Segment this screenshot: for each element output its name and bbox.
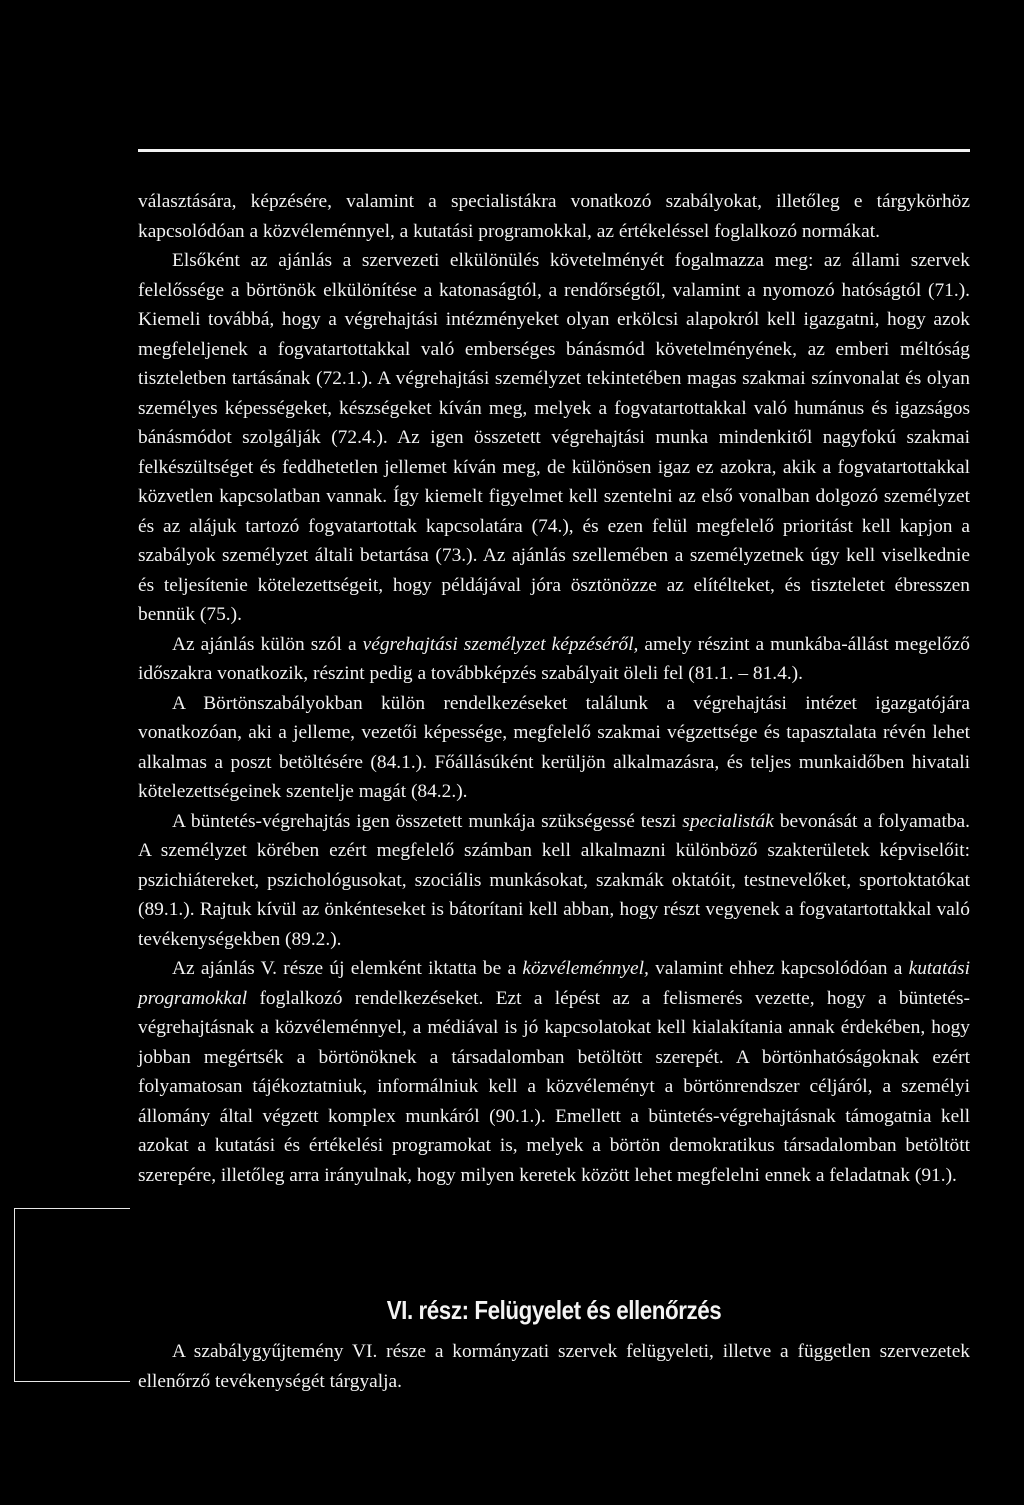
paragraph-6-italic-1: közvéleménnyel, bbox=[522, 958, 649, 979]
paragraph-1: választására, képzésére, valamint a specialistákra vonatkozó szabályokat, illetőleg e tárgykörhöz kapcsolódóan a közvéleménnyel, a kutatási programokkal, az értékeléssel foglalkozó normákat. bbox=[138, 191, 970, 242]
paragraph-3-text-b: amely részint a munkába-állást megelőző időszakra vonatkozik, részint pedig a továbbképzés szabályait öleli fel (81.1. – 81.4.). bbox=[138, 633, 970, 684]
paragraph-2: Elsőként az ajánlás a szervezeti elkülönülés követelményét fogalmazza meg: az állami szervek felelőssége a börtönök elkülönítése a katonaságtól, a rendőrségtől, valamint a nyomozó hatóságtól (71.). Kiemeli továbbá, hogy a végrehajtási intézményeket olyan erkölcsi alapokról kell igazgatni, hogy azok megfeleljenek a fogvatartottakkal való emberséges bánásmód követelményének, az emberi méltóság tiszteletben tartásának (72.1.). A végrehajtási személyzet tekintetében magas szakmai színvonalat és olyan személyes képességeket, készségeket kíván meg, melyek a fogvatartottakkal való humánus és igazságos bánásmódot szolgálják (72.4.). Az igen összetett végrehajtási munka mindenkitől nagyfokú szakmai felkészültséget és feddhetetlen jellemet kíván meg, de különösen igaz ez azokra, akik a fogvatartottakkal közvetlen kapcsolatban vannak. Így kiemelt figyelmet kell szentelni az első vonalban dolgozó személyzet és az alájuk tartozó fogvatartottak kapcsolatára (74.), és ezen felül megfelelő prioritást kell kapjon a szabályok személyzet általi betartása (73.). Az ajánlás szellemében a személyzetnek úgy kell viselkednie és teljesítenie kötelezettségeit, hogy példájával jóra ösztönözze az elítélteket, és tiszteletet ébresszen bennük (75.). bbox=[138, 250, 970, 625]
paragraph-5-text-a: A büntetés-végrehajtás igen összetett munkája szükségessé teszi bbox=[172, 810, 683, 832]
paragraph-6-text-b: valamint ehhez kapcsolódóan a bbox=[648, 958, 909, 979]
paragraph-6 bbox=[138, 954, 970, 1190]
body-text bbox=[138, 187, 970, 1190]
paragraph-3-text-a: Az ajánlás külön szól a bbox=[172, 633, 363, 655]
header-rule bbox=[138, 149, 970, 152]
paragraph-5-italic: specialisták bbox=[682, 810, 774, 832]
section-body bbox=[138, 1337, 970, 1396]
paragraph-4: A Börtönszabályokban külön rendelkezéseket találunk a végrehajtási intézet igazgatójára vonatkozóan, aki a jelleme, vezetői képessége, megfelelő szakmai végzettsége és tapasztalata révén lehet alkalmas a poszt betöltésére (84.1.). Főállásúként kerüljön alkalmazásra, és teljes munkaidőben hivatali kötelezettségeinek szentelje magát (84.2.). bbox=[138, 692, 970, 802]
paragraph-6-text-a: Az ajánlás V. része új elemként iktatta be a bbox=[172, 958, 523, 979]
section-paragraph: A szabálygyűjtemény VI. része a kormányzati szervek felügyeleti, illetve a független szervezetek ellenőrző tevékenységét tárgyalja. bbox=[138, 1341, 970, 1392]
margin-frame bbox=[14, 1208, 130, 1382]
paragraph-6-text-c: foglalkozó rendelkezéseket. Ezt a lépést az a felismerés vezette, hogy a büntetés-végrehajtásnak a közvéleménnyel, a médiával is jó kapcsolatokat kell kialakítania annak érdekében, hogy jobban megértsék a börtönöknek a társadalomban betöltött szerepét. A börtönhatóságoknak ezért folyamatosan tájékoztatniuk, informálniuk kell a közvéleményt a börtönrendszer céljáról, a személyi állomány által végzett komplex munkáról (90.1.). Emellett a büntetés-végrehajtásnak támogatnia kell azokat a kutatási és értékelési programokat is, melyek a börtön demokratikus társadalomban betöltött szerepére, illetőleg arra irányulnak, hogy milyen keretek között lehet megfelelni ennek a feladatnak (91.). bbox=[138, 987, 970, 1186]
paragraph-5-text-b: bevonását a folyamatba. A személyzet körében ezért megfelelő számban kell alkalmazni különböző szakterületek képviselőit: pszichiátereket, pszichológusokat, szociális munkásokat, szakmák oktatóit, testnevelőket, sportoktatókat (89.1.). Rajtuk kívül az önkénteseket is bátorítani kell abban, hogy részt vegyenek a fogvatartottakkal való tevékenységekben (89.2.). bbox=[138, 810, 970, 950]
section-heading: VI. rész: Felügyelet és ellenőrzés bbox=[386, 1295, 722, 1325]
paragraph-3 bbox=[138, 630, 970, 689]
paragraph-6-italic-2: kutatási programokkal bbox=[138, 958, 970, 1009]
paragraph-3-italic: végrehajtási személyzet képzéséről, bbox=[362, 633, 639, 655]
paragraph-5 bbox=[138, 807, 970, 955]
